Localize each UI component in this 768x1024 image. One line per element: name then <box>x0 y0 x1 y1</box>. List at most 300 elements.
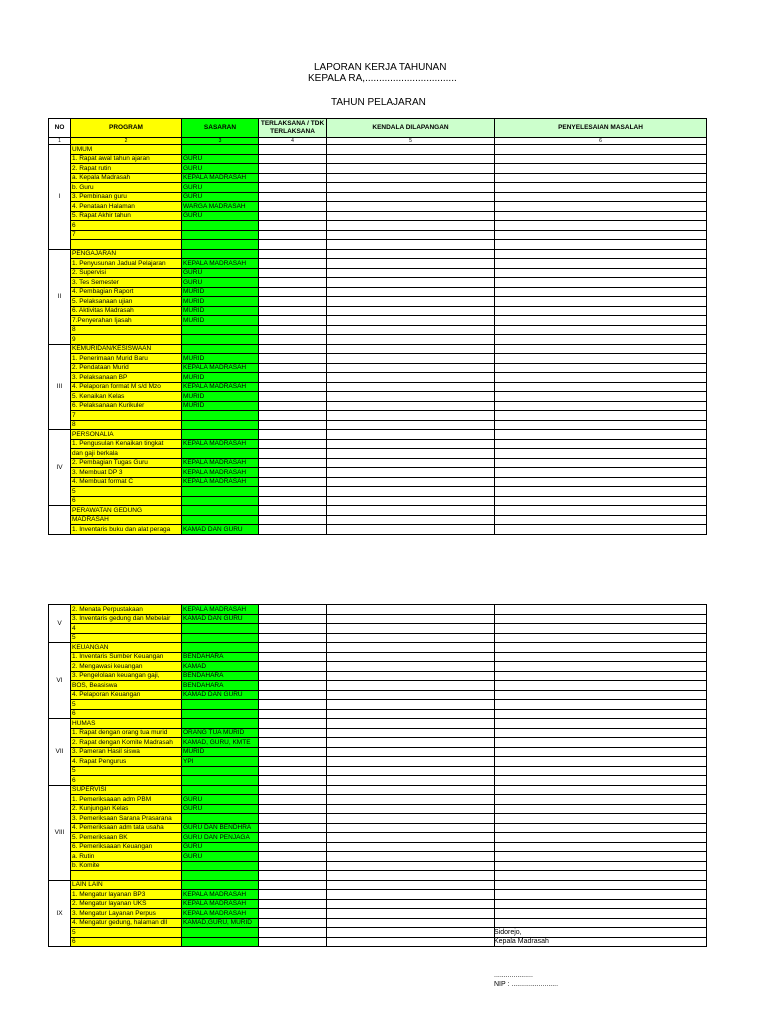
column-number: 3 <box>182 138 259 145</box>
kendala-cell <box>327 297 495 307</box>
header-sasaran: SASARAN <box>182 119 259 138</box>
sasaran-cell: MURID <box>182 392 259 402</box>
table-row <box>49 899 707 909</box>
table-row <box>49 842 707 852</box>
terlaksana-cell <box>259 785 327 795</box>
terlaksana-cell <box>259 823 327 833</box>
table-row <box>49 145 707 155</box>
terlaksana-cell <box>259 525 327 535</box>
penyelesaian-cell <box>495 515 707 525</box>
academic-year-label: TAHUN PELAJARAN <box>331 97 426 108</box>
sasaran-cell <box>182 449 259 459</box>
program-cell: HUMAS <box>71 719 182 729</box>
column-number: 4 <box>259 138 327 145</box>
kendala-cell <box>327 842 495 852</box>
terlaksana-cell <box>259 804 327 814</box>
program-cell: 9 <box>71 335 182 345</box>
sasaran-cell <box>182 221 259 231</box>
penyelesaian-cell <box>495 325 707 335</box>
table-row <box>49 420 707 430</box>
kendala-cell <box>327 240 495 250</box>
sasaran-cell: KEPALA MADRASAH <box>182 173 259 183</box>
table-row <box>49 909 707 919</box>
program-cell: 2. Supervisi <box>71 268 182 278</box>
terlaksana-cell <box>259 871 327 881</box>
penyelesaian-cell <box>495 747 707 757</box>
terlaksana-cell <box>259 899 327 909</box>
sasaran-cell: WARGA MADRASAH <box>182 202 259 212</box>
program-cell: 7 <box>71 230 182 240</box>
kendala-cell <box>327 662 495 672</box>
program-cell: KEUANGAN <box>71 643 182 653</box>
sasaran-cell <box>182 249 259 259</box>
penyelesaian-cell <box>495 306 707 316</box>
kendala-cell <box>327 211 495 221</box>
program-cell: 6. Aktivitas Madrasah <box>71 306 182 316</box>
penyelesaian-cell <box>495 344 707 354</box>
table-row <box>49 259 707 269</box>
table-row <box>49 316 707 326</box>
terlaksana-cell <box>259 747 327 757</box>
sasaran-cell: GURU <box>182 804 259 814</box>
table-row <box>49 880 707 890</box>
sasaran-cell: KEPALA MADRASAH <box>182 259 259 269</box>
program-cell: 4. Penataan Halaman <box>71 202 182 212</box>
table-row <box>49 785 707 795</box>
penyelesaian-cell <box>495 909 707 919</box>
terlaksana-cell <box>259 173 327 183</box>
penyelesaian-cell <box>495 804 707 814</box>
terlaksana-cell <box>259 842 327 852</box>
kendala-cell <box>327 164 495 174</box>
program-cell: 5 <box>71 487 182 497</box>
sasaran-cell: GURU <box>182 183 259 193</box>
penyelesaian-cell <box>495 477 707 487</box>
sasaran-cell: GURU <box>182 842 259 852</box>
program-cell: 3. Membuat DP 3 <box>71 468 182 478</box>
penyelesaian-cell <box>495 918 707 928</box>
terlaksana-cell <box>259 506 327 516</box>
program-cell: PERAWATAN GEDUNG <box>71 506 182 516</box>
penyelesaian-cell <box>495 861 707 871</box>
terlaksana-cell <box>259 240 327 250</box>
table-row <box>49 662 707 672</box>
penyelesaian-cell <box>495 833 707 843</box>
terlaksana-cell <box>259 183 327 193</box>
penyelesaian-cell <box>495 363 707 373</box>
terlaksana-cell <box>259 316 327 326</box>
signature-place: Sidorejo, <box>494 929 522 936</box>
section-number: VIII <box>49 785 71 880</box>
kendala-cell <box>327 154 495 164</box>
penyelesaian-cell <box>495 662 707 672</box>
sasaran-cell: GURU <box>182 154 259 164</box>
terlaksana-cell <box>259 354 327 364</box>
table-row <box>49 709 707 719</box>
penyelesaian-cell <box>495 776 707 786</box>
terlaksana-cell <box>259 624 327 634</box>
table-row <box>49 690 707 700</box>
penyelesaian-cell <box>495 605 707 615</box>
terlaksana-cell <box>259 795 327 805</box>
sasaran-cell: KEPALA MADRASAH <box>182 363 259 373</box>
sasaran-cell: KEPALA MADRASAH <box>182 458 259 468</box>
table-row <box>49 164 707 174</box>
terlaksana-cell <box>259 937 327 947</box>
terlaksana-cell <box>259 458 327 468</box>
program-cell: 1. Rapat dengan orang tua murid <box>71 728 182 738</box>
sasaran-cell <box>182 880 259 890</box>
table-row <box>49 335 707 345</box>
kendala-cell <box>327 852 495 862</box>
program-cell: 2. Mengawasi keuangan <box>71 662 182 672</box>
table-row <box>49 747 707 757</box>
terlaksana-cell <box>259 671 327 681</box>
sasaran-cell: BENDAHARA <box>182 681 259 691</box>
sasaran-cell <box>182 145 259 155</box>
kendala-cell <box>327 766 495 776</box>
sasaran-cell: KAMAD DAN GURU <box>182 690 259 700</box>
program-cell: 4. Pembagian Raport <box>71 287 182 297</box>
table-row <box>49 382 707 392</box>
program-cell: 6 <box>71 776 182 786</box>
penyelesaian-cell <box>495 738 707 748</box>
table-row <box>49 728 707 738</box>
table-row <box>49 861 707 871</box>
program-cell: 5 <box>71 700 182 710</box>
program-cell: 3. Pengelolaan keuangan gaji, <box>71 671 182 681</box>
terlaksana-cell <box>259 287 327 297</box>
terlaksana-cell <box>259 211 327 221</box>
kendala-cell <box>327 909 495 919</box>
sasaran-cell: GURU DAN BENDHRA <box>182 823 259 833</box>
penyelesaian-cell <box>495 240 707 250</box>
program-cell: 5. Rapat Akhir tahun <box>71 211 182 221</box>
section-number: V <box>49 605 71 643</box>
penyelesaian-cell <box>495 506 707 516</box>
program-cell: 8 <box>71 325 182 335</box>
penyelesaian-cell <box>495 259 707 269</box>
sasaran-cell: KEPALA MADRASAH <box>182 909 259 919</box>
kendala-cell <box>327 928 495 938</box>
table-row <box>49 221 707 231</box>
kendala-cell <box>327 230 495 240</box>
sasaran-cell: MURID <box>182 287 259 297</box>
table-row <box>49 297 707 307</box>
terlaksana-cell <box>259 515 327 525</box>
table-row <box>49 154 707 164</box>
terlaksana-cell <box>259 325 327 335</box>
program-cell: 5 <box>71 928 182 938</box>
program-cell: 6. Pemeriksaaan Keuangan <box>71 842 182 852</box>
penyelesaian-cell <box>495 316 707 326</box>
penyelesaian-cell <box>495 164 707 174</box>
sasaran-cell: KEPALA MADRASAH <box>182 890 259 900</box>
program-cell: a. Kepala Madrasah <box>71 173 182 183</box>
penyelesaian-cell <box>495 221 707 231</box>
sasaran-cell: KEPALA MADRASAH <box>182 382 259 392</box>
program-cell: 5. Pelaksanaan ujian <box>71 297 182 307</box>
terlaksana-cell <box>259 605 327 615</box>
kendala-cell <box>327 833 495 843</box>
kendala-cell <box>327 776 495 786</box>
sasaran-cell <box>182 937 259 947</box>
terlaksana-cell <box>259 719 327 729</box>
kendala-cell <box>327 614 495 624</box>
column-number: 6 <box>495 138 707 145</box>
report-table-page-1 <box>48 118 707 535</box>
sasaran-cell <box>182 719 259 729</box>
kendala-cell <box>327 411 495 421</box>
sasaran-cell <box>182 785 259 795</box>
sasaran-cell <box>182 496 259 506</box>
table-row <box>49 776 707 786</box>
kendala-cell <box>327 937 495 947</box>
sasaran-cell: ORANG TUA MURID <box>182 728 259 738</box>
penyelesaian-cell <box>495 852 707 862</box>
table-row <box>49 643 707 653</box>
program-cell: 6 <box>71 496 182 506</box>
program-cell: 1. Mengatur layanan BP3 <box>71 890 182 900</box>
kendala-cell <box>327 681 495 691</box>
program-cell: 4. Rapat Pengurus <box>71 757 182 767</box>
terlaksana-cell <box>259 728 327 738</box>
terlaksana-cell <box>259 909 327 919</box>
sasaran-cell: MURID <box>182 306 259 316</box>
kendala-cell <box>327 624 495 634</box>
kendala-cell <box>327 633 495 643</box>
program-cell: 2. Mengatur layanan UKS <box>71 899 182 909</box>
kendala-cell <box>327 259 495 269</box>
program-cell: 1. Penerimaan Murid Baru <box>71 354 182 364</box>
table-row <box>49 325 707 335</box>
kendala-cell <box>327 757 495 767</box>
program-cell: b. Guru <box>71 183 182 193</box>
program-cell: 5 <box>71 633 182 643</box>
penyelesaian-cell <box>495 795 707 805</box>
terlaksana-cell <box>259 690 327 700</box>
sasaran-cell: GURU <box>182 278 259 288</box>
terlaksana-cell <box>259 154 327 164</box>
kendala-cell <box>327 173 495 183</box>
kendala-cell <box>327 325 495 335</box>
terlaksana-cell <box>259 297 327 307</box>
kendala-cell <box>327 316 495 326</box>
terlaksana-cell <box>259 652 327 662</box>
kendala-cell <box>327 477 495 487</box>
kendala-cell <box>327 700 495 710</box>
sasaran-cell: BENDAHARA <box>182 652 259 662</box>
sasaran-cell: KAMAD,GURU, MURID <box>182 918 259 928</box>
terlaksana-cell <box>259 477 327 487</box>
table-row <box>49 918 707 928</box>
program-cell: 6 <box>71 221 182 231</box>
penyelesaian-cell <box>495 297 707 307</box>
terlaksana-cell <box>259 766 327 776</box>
table-row <box>49 173 707 183</box>
header-terlaksana: TERLAKSANA / TDK TERLAKSANA <box>259 119 327 138</box>
program-cell: 3. Mengatur Layanan Perpus <box>71 909 182 919</box>
terlaksana-cell <box>259 852 327 862</box>
penyelesaian-cell <box>495 671 707 681</box>
sasaran-cell: KEPALA MADRASAH <box>182 899 259 909</box>
table-row <box>49 852 707 862</box>
penyelesaian-cell <box>495 411 707 421</box>
penyelesaian-cell <box>495 496 707 506</box>
terlaksana-cell <box>259 278 327 288</box>
kendala-cell <box>327 643 495 653</box>
kendala-cell <box>327 785 495 795</box>
header-no: NO <box>49 119 71 138</box>
sasaran-cell <box>182 700 259 710</box>
table-row <box>49 823 707 833</box>
table-row <box>49 871 707 881</box>
table-row <box>49 249 707 259</box>
table-row <box>49 183 707 193</box>
table-row <box>49 833 707 843</box>
penyelesaian-cell <box>495 392 707 402</box>
program-cell: 2. Rapat rutin <box>71 164 182 174</box>
sasaran-cell: MURID <box>182 297 259 307</box>
kendala-cell <box>327 918 495 928</box>
kendala-cell <box>327 652 495 662</box>
penyelesaian-cell <box>495 420 707 430</box>
column-number: 2 <box>71 138 182 145</box>
program-cell: 1. Pengusulan Kenaikan tingkat <box>71 439 182 449</box>
penyelesaian-cell <box>495 449 707 459</box>
penyelesaian-cell <box>495 354 707 364</box>
program-cell <box>71 240 182 250</box>
table-row <box>49 449 707 459</box>
terlaksana-cell <box>259 230 327 240</box>
penyelesaian-cell <box>495 268 707 278</box>
penyelesaian-cell <box>495 154 707 164</box>
sasaran-cell: MURID <box>182 747 259 757</box>
table-header-row <box>49 119 707 138</box>
kendala-cell <box>327 249 495 259</box>
table-row <box>49 344 707 354</box>
kendala-cell <box>327 430 495 440</box>
kendala-cell <box>327 145 495 155</box>
sasaran-cell <box>182 814 259 824</box>
sasaran-cell: KAMAD <box>182 662 259 672</box>
sasaran-cell <box>182 230 259 240</box>
program-cell: 2. Kunjungan Kelas <box>71 804 182 814</box>
kendala-cell <box>327 382 495 392</box>
penyelesaian-cell <box>495 430 707 440</box>
kendala-cell <box>327 306 495 316</box>
program-cell: a. Rutin <box>71 852 182 862</box>
kendala-cell <box>327 420 495 430</box>
section-number: I <box>49 145 71 250</box>
sasaran-cell: BENDAHARA <box>182 671 259 681</box>
table-row <box>49 430 707 440</box>
kendala-cell <box>327 899 495 909</box>
terlaksana-cell <box>259 880 327 890</box>
kendala-cell <box>327 814 495 824</box>
table-row <box>49 506 707 516</box>
section-number: VII <box>49 719 71 786</box>
section-number <box>49 506 71 535</box>
program-cell: dan gaji berkala <box>71 449 182 459</box>
table-row <box>49 937 707 947</box>
terlaksana-cell <box>259 633 327 643</box>
report-subtitle: KEPALA RA,................................. <box>308 73 457 84</box>
program-cell: 3. Pameran Hasil siswa <box>71 747 182 757</box>
terlaksana-cell <box>259 918 327 928</box>
penyelesaian-cell <box>495 700 707 710</box>
program-cell: 8 <box>71 420 182 430</box>
table-row <box>49 525 707 535</box>
table-row <box>49 719 707 729</box>
program-cell: 2. Pembagian Tugas Guru <box>71 458 182 468</box>
terlaksana-cell <box>259 306 327 316</box>
penyelesaian-cell <box>495 709 707 719</box>
terlaksana-cell <box>259 449 327 459</box>
kendala-cell <box>327 709 495 719</box>
program-cell: b. Komite <box>71 861 182 871</box>
table-row <box>49 928 707 938</box>
kendala-cell <box>327 192 495 202</box>
program-cell: KEMURIDAN/KESISWAAN <box>71 344 182 354</box>
terlaksana-cell <box>259 487 327 497</box>
report-title: LAPORAN KERJA TAHUNAN <box>314 62 447 73</box>
terlaksana-cell <box>259 776 327 786</box>
program-cell: 1. Pemeriksaaan adm PBM <box>71 795 182 805</box>
program-cell <box>71 871 182 881</box>
terlaksana-cell <box>259 833 327 843</box>
table-row <box>49 230 707 240</box>
table-row <box>49 477 707 487</box>
program-cell: 4. Mengatur gedung, halaman dll <box>71 918 182 928</box>
penyelesaian-cell <box>495 643 707 653</box>
sasaran-cell <box>182 335 259 345</box>
kendala-cell <box>327 344 495 354</box>
penyelesaian-cell <box>495 785 707 795</box>
signature-nip: NIP : ........................ <box>494 981 559 988</box>
table-row <box>49 192 707 202</box>
table-row <box>49 624 707 634</box>
sasaran-cell: GURU <box>182 164 259 174</box>
sasaran-cell: YPI <box>182 757 259 767</box>
table-row <box>49 487 707 497</box>
penyelesaian-cell <box>495 145 707 155</box>
program-cell: 6. Pelaksanaan Kurikuler <box>71 401 182 411</box>
sasaran-cell <box>182 344 259 354</box>
penyelesaian-cell <box>495 382 707 392</box>
penyelesaian-cell <box>495 690 707 700</box>
sasaran-cell <box>182 515 259 525</box>
table-row <box>49 211 707 221</box>
terlaksana-cell <box>259 259 327 269</box>
penyelesaian-cell <box>495 871 707 881</box>
program-cell: 7 <box>71 411 182 421</box>
table-row <box>49 496 707 506</box>
sasaran-cell: GURU <box>182 268 259 278</box>
table-row <box>49 468 707 478</box>
table-row <box>49 287 707 297</box>
kendala-cell <box>327 268 495 278</box>
column-number: 5 <box>327 138 495 145</box>
program-cell: PENGAJARAN <box>71 249 182 259</box>
table-row <box>49 363 707 373</box>
section-number: III <box>49 344 71 430</box>
kendala-cell <box>327 728 495 738</box>
penyelesaian-cell <box>495 373 707 383</box>
program-cell: 4. Pelaporan format M s/d Mzo <box>71 382 182 392</box>
kendala-cell <box>327 221 495 231</box>
sasaran-cell <box>182 430 259 440</box>
